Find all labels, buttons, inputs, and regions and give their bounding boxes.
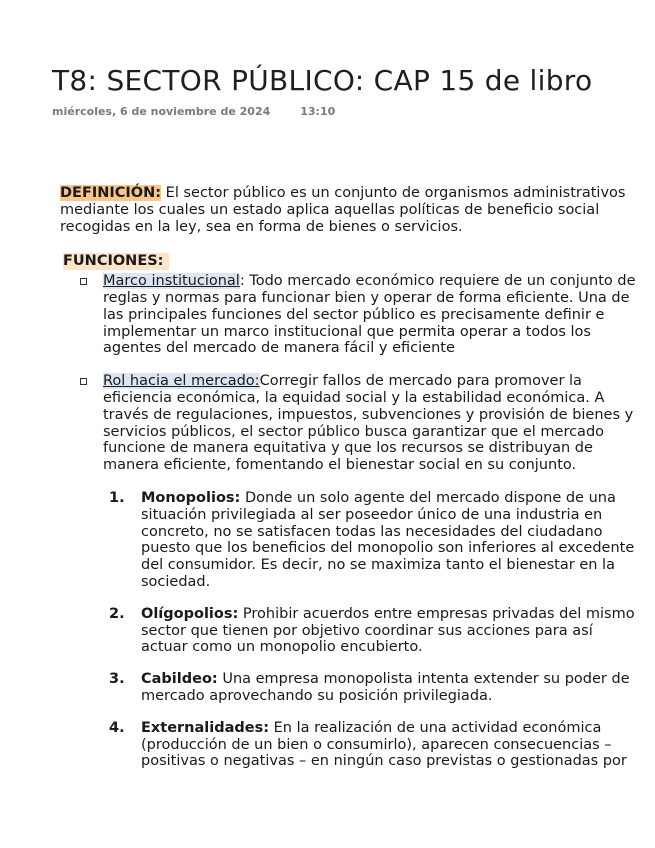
list-item: [60, 720, 642, 770]
list-item: [60, 606, 642, 656]
item-text: Prohibir acuerdos entre empresas privadas del mismo sector que tienen por objetivo coordinar sus acciones para así actuar como un monopolio encubierto.: [141, 605, 635, 656]
item-number: 1.: [109, 489, 125, 506]
item-term: Monopolios:: [141, 489, 241, 506]
functions-heading: FUNCIONES:: [63, 253, 169, 270]
function-title: Rol hacia el mercado:: [103, 373, 260, 390]
note-body: [60, 185, 642, 785]
definition-paragraph: [60, 185, 642, 235]
note-date: miércoles, 6 de noviembre de 2024: [52, 105, 271, 118]
page-title: T8: SECTOR PÚBLICO: CAP 15 de libro: [52, 64, 593, 97]
note-time: 13:10: [300, 105, 336, 118]
item-term: Olígopolios:: [141, 605, 239, 622]
market-failures-list: [60, 490, 642, 770]
item-number: 4.: [109, 719, 125, 736]
item-number: 2.: [109, 605, 125, 622]
function-text: Corregir fallos de mercado para promover la eficiencia económica, la equidad social y la estabilidad económica. A través de regulaciones, impuestos, subvenciones y provisión de bienes y servicios públicos, el sector público busca garantizar que el mercado funcione de manera equitativa y que los recursos se distribuyan de manera eficiente, fomentando el bienestar social en su conjunto.: [103, 373, 634, 474]
list-item: [60, 671, 642, 705]
function-item-marco: [60, 273, 642, 357]
function-item-rol: [60, 373, 642, 474]
item-term: Cabildeo:: [141, 671, 218, 688]
square-bullet-icon: [80, 278, 87, 285]
note-meta: [52, 105, 335, 118]
list-item: [60, 490, 642, 591]
item-text: En la realización de una actividad económica (producción de un bien o consumirlo), aparecen consecuencias – positivas o negativas – en ningún caso previstas o gestionadas por: [141, 719, 627, 770]
functions-list: [60, 273, 642, 474]
item-text: Una empresa monopolista intenta extender su poder de mercado aprovechando su posición privilegiada.: [141, 671, 630, 704]
item-text: Donde un solo agente del mercado dispone de una situación privilegiada al ser poseedor único de una industria en concreto, no se satisfacen todas las necesidades del ciudadano puesto que los beneficios del monopolio son inferiores al excedente del consumidor. Es decir, no se maximiza tanto el bienestar en la sociedad.: [141, 489, 635, 590]
definition-label: DEFINICIÓN:: [60, 185, 162, 201]
item-term: Externalidades:: [141, 719, 270, 736]
definition-text: El sector público es un conjunto de organismos administrativos mediante los cuales un estado aplica aquellas políticas de beneficio social recogidas en la ley, sea en forma de bienes o servicios.: [60, 185, 626, 235]
square-bullet-icon: [80, 378, 87, 385]
item-number: 3.: [109, 671, 125, 688]
function-title: Marco institucional: [103, 273, 240, 290]
function-text: : Todo mercado económico requiere de un conjunto de reglas y normas para funcionar bien y operar de forma eficiente. Una de las principales funciones del sector público es precisamente definir e implementar un marco institucional que permita operar a todos los agentes del mercado de manera fácil y eficiente: [103, 273, 636, 357]
